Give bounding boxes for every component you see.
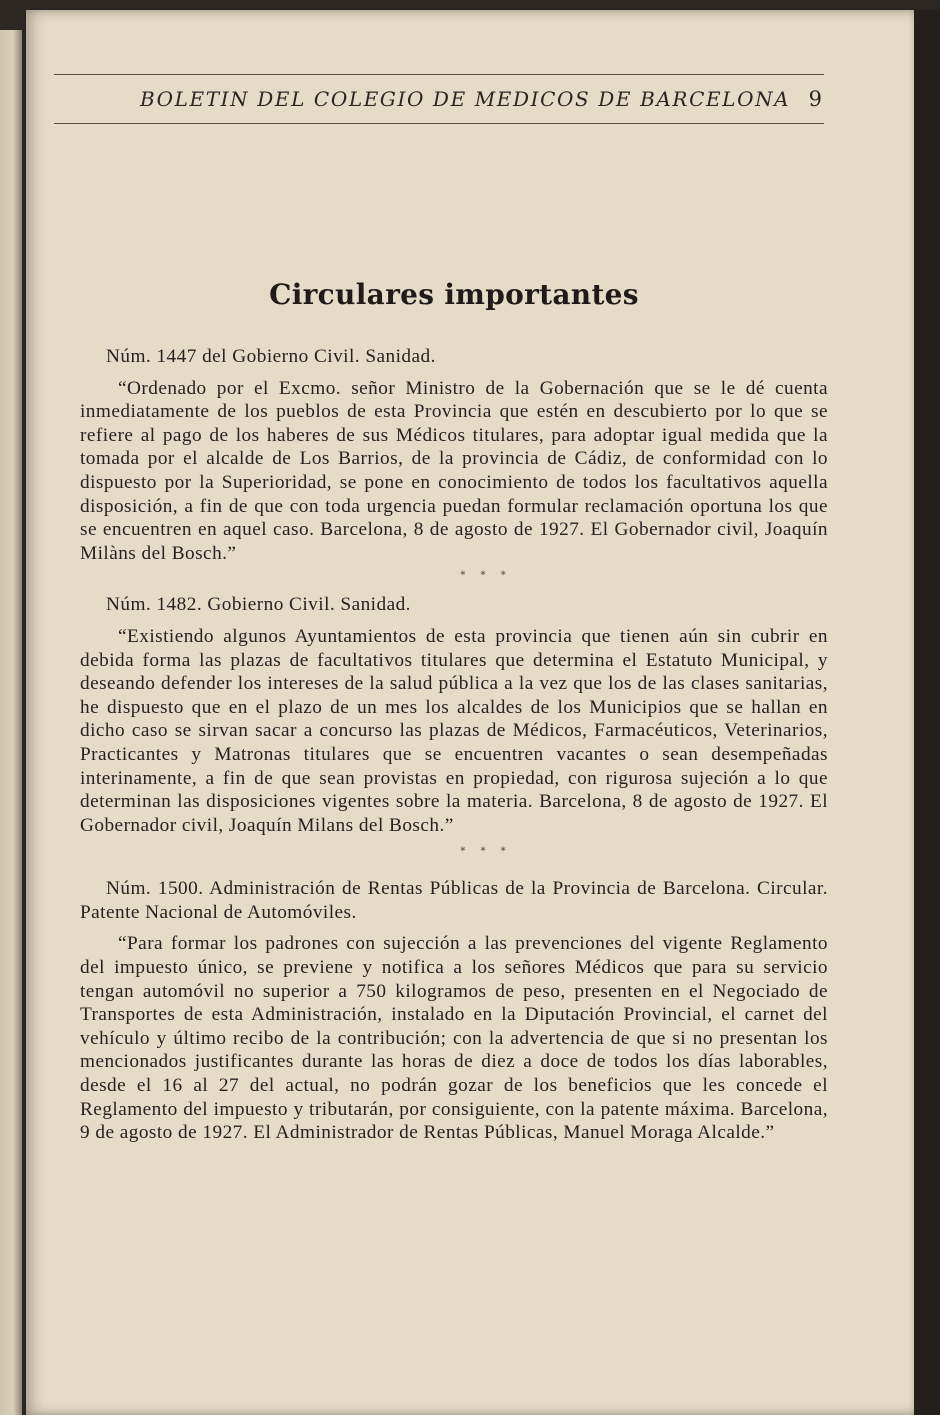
article-body [80,345,828,1145]
circular-text: “Ordenado por el Excmo. señor Ministro de la Gobernación que se le dé cuenta inmediatamente de los pueblos de esta Provincia que estén en descubierto por lo que se refiere al pago de los haberes de sus Médicos titulares, para adoptar igual medida que la tomada por el alcalde de Los Barrios, de la provincia de Cádiz, de conformidad con lo dispuesto por la Superioridad, se pone en conocimiento de todos los facultativos aquella disposición, a fin de que con toda urgencia puedan formular reclamación oportuna los que se encuentren en aquel caso. Barcelona, 8 de agosto de 1927. El Gobernador civil, Joaquín Milàns del Bosch.” [80,377,828,564]
circular-text: “Para formar los padrones con sujección a las prevenciones del vigente Reglamento del impuesto único, se previene y notifica a los señores Médicos que para su servicio tengan automóvil no superior a 750 kilogramos de peso, presenten en el Negociado de Transportes de esta Administración, instalado en la Diputación Provincial, el carnet del vehículo y último recibo de la contribución; con la advertencia de que si no presentan los mencionados justificantes durante las horas de diez a doce de todos los días laborables, desde el 16 al 27 del actual, no podrán gozar de los beneficios que les concede el Reglamento del impuesto y tributarán, por consiguiente, con la patente máxima. Barcelona, 9 de agosto de 1927. El Administrador de Rentas Públicas, Manuel Moraga Alcalde.” [80,933,828,1144]
circular-text: “Existiendo algunos Ayuntamientos de esta provincia que tienen aún sin cubrir en debida forma las plazas de facultativos titulares que determina el Estatuto Municipal, y deseando defender los intereses de la salud pública a la vez que los de las clases sanitarias, he dispuesto que en el plazo de un mes los alcaldes de los Municipios que se hallan en dicho caso se sirvan sacar a concurso las plazas de Médicos, Farmacéuticos, Veterinarios, Practicantes y Matronas titulares que se encuentren vacantes o sean desempeñadas interinamente, a fin de que sean provistas en propiedad, con rigurosa sujeción a lo que determinan las disposiciones vigentes sobre la materia. Barcelona, 8 de agosto de 1927. El Gobernador civil, Joaquín Milans del Bosch.” [80,625,828,836]
section-separator: * * * [460,570,512,582]
page-number: 9 [808,87,822,111]
circular-heading: Núm. 1482. Gobierno Civil. Sanidad. [106,594,411,616]
running-header [54,74,824,124]
left-page-edge [0,30,22,1415]
circular-heading: Núm. 1447 del Gobierno Civil. Sanidad. [106,346,436,367]
right-shadow-edge [914,10,940,1415]
section-separator: * * * [460,846,512,858]
article-title: Circulares importantes [269,278,639,311]
circular-heading: Núm. 1500. Administración de Rentas Públicas de la Provincia de Barcelona. Circular. Patente Nacional de Automóviles. [80,878,828,923]
journal-title: BOLETIN DEL COLEGIO DE MEDICOS DE BARCELONA [140,87,791,111]
